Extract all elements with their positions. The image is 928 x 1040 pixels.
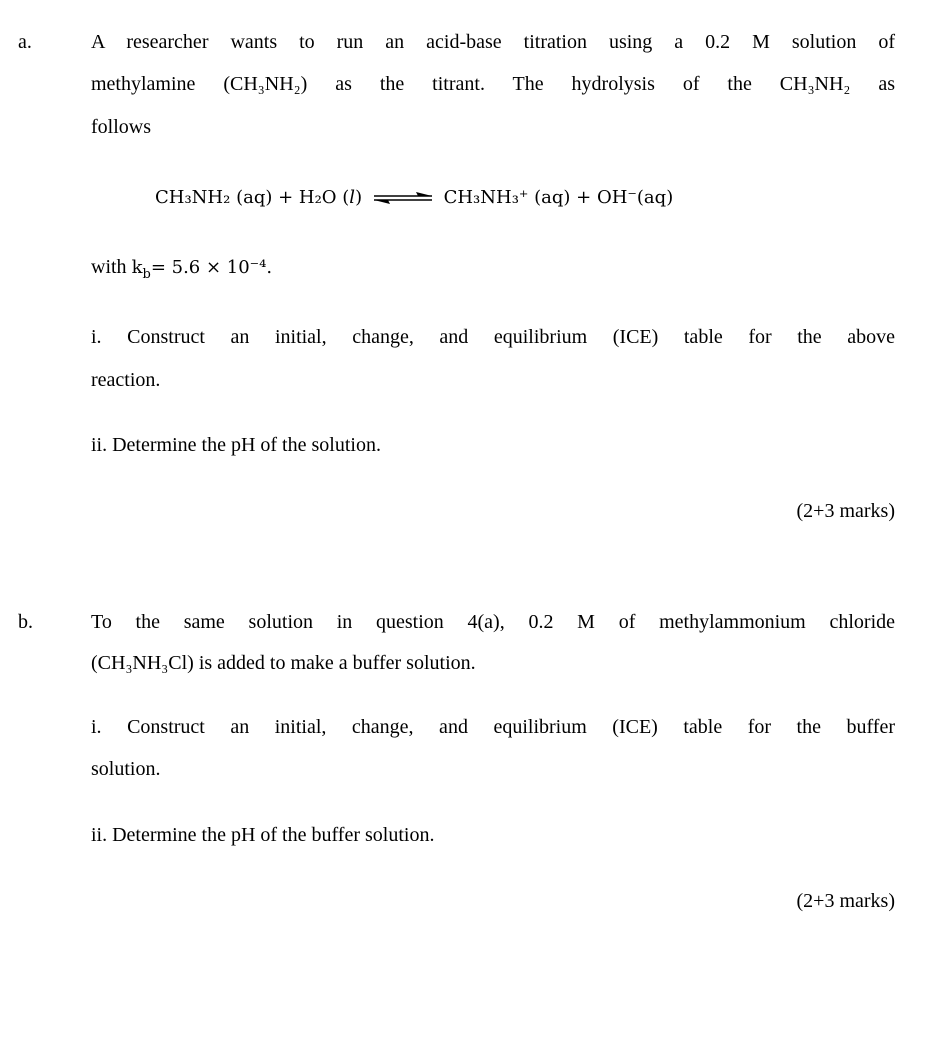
kb-subscript: b xyxy=(142,267,151,282)
question-b-marks: (2+3 marks) xyxy=(796,890,895,912)
question-a-line-1: A researcher wants to run an acid-base titration using a 0.2 M solution of xyxy=(91,31,895,53)
question-a-line-3: follows xyxy=(91,116,151,138)
equation xyxy=(155,187,673,208)
question-b-part-ii: ii. Determine the pH of the buffer solution. xyxy=(91,824,435,846)
question-a-marks: (2+3 marks) xyxy=(796,500,895,522)
question-b-part-i-line-2: solution. xyxy=(91,758,161,780)
equilibrium-arrow-icon xyxy=(372,191,434,205)
question-b-line-1: To the same solution in question 4(a), 0.2 M of methylammonium chloride xyxy=(91,611,895,633)
equation-reactants: CH₃NH₂ (aq) + H₂O (𝑙) xyxy=(155,187,363,208)
kb-symbol: k xyxy=(131,257,143,278)
question-a-line-2: methylamine (CH₃NH₂) as the titrant. The hydrolysis of the CH₃NH₂ as xyxy=(91,73,895,95)
kb-statement xyxy=(91,256,895,282)
kb-prefix: with xyxy=(91,256,132,278)
question-b-label: b. xyxy=(18,611,33,633)
question-b-part-i-line-1: i. Construct an initial, change, and equilibrium (ICE) table for the buffer xyxy=(91,716,895,738)
kb-value: = 5.6 × 10⁻⁴. xyxy=(150,257,273,278)
question-b-line-2: (CH₃NH₃Cl) is added to make a buffer solution. xyxy=(91,652,476,674)
question-a-part-i-line-2: reaction. xyxy=(91,369,161,391)
equation-products: CH₃NH₃⁺ (aq) + OH⁻(aq) xyxy=(443,187,674,208)
question-a-label: a. xyxy=(18,31,32,53)
question-a-part-ii: ii. Determine the pH of the solution. xyxy=(91,434,381,456)
question-a-part-i-line-1: i. Construct an initial, change, and equilibrium (ICE) table for the above xyxy=(91,326,895,348)
